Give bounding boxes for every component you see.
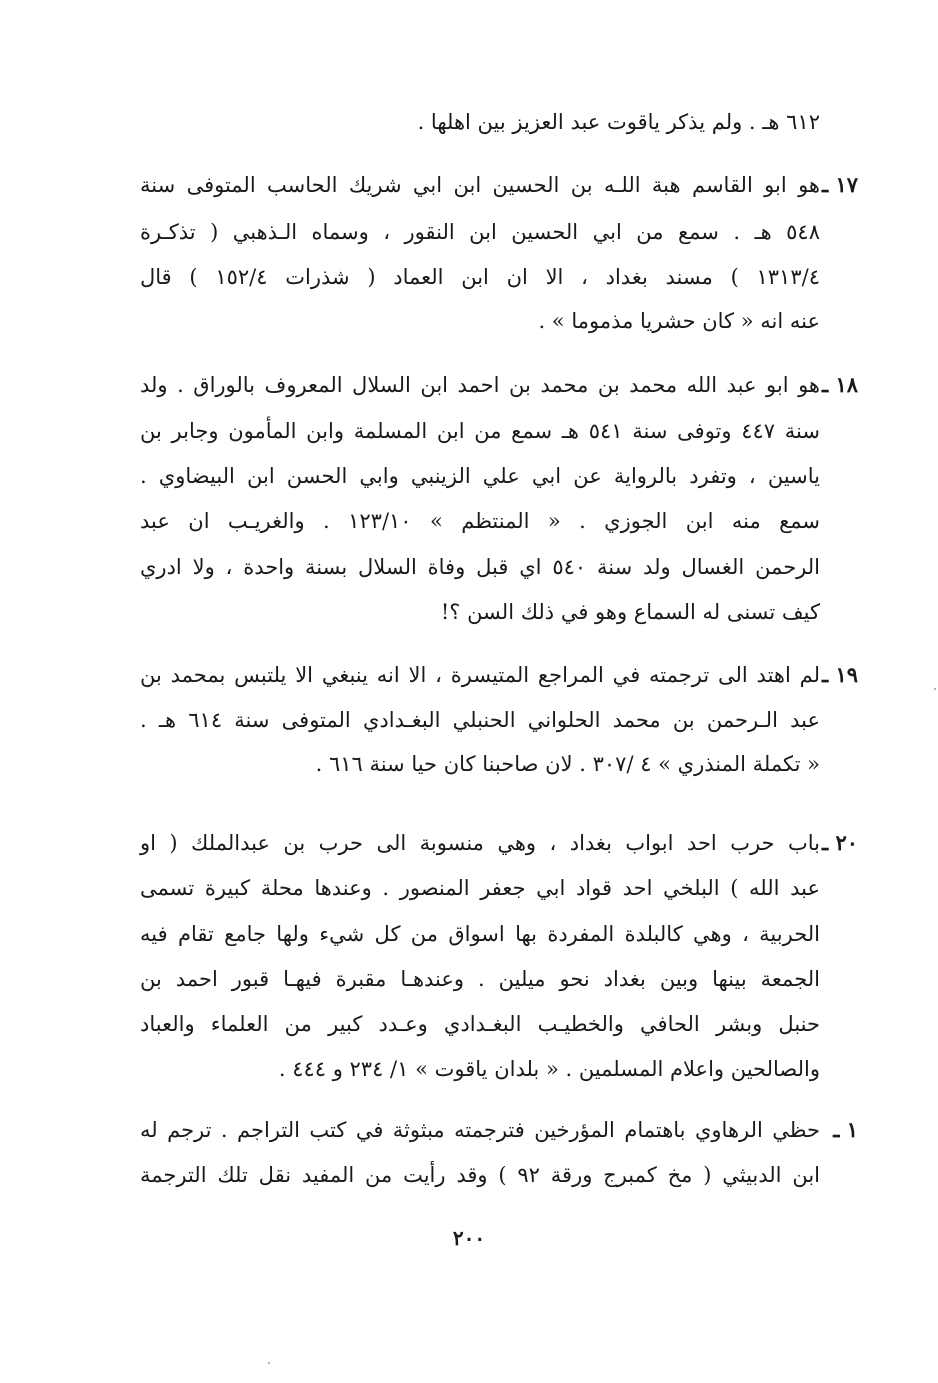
text-line: سمع منه ابن الجوزي . « المنتظم » ١٢٣/١٠ . والغريـب ان عبد — [140, 509, 820, 533]
text-line: عبد الله ) البلخي احد قواد ابي جعفر المنصور . وعندها محلة كبيرة تسمى — [140, 876, 820, 900]
note-number-19: ١٩ ـ — [821, 662, 858, 687]
text-line: هو ابو عبد الله محمد بن محمد بن احمد ابن السلال المعروف بالوراق . ولد — [140, 373, 820, 397]
note-number-18: ١٨ ـ — [821, 372, 858, 397]
note-number-1: ١ ـ — [833, 1117, 858, 1142]
text-line: والصالحين واعلام المسلمين . « بلدان ياقوت » ١/ ٢٣٤ و ٤٤٤ . — [278, 1057, 820, 1081]
text-line: كيف تسنى له السماع وهو في ذلك السن ؟! — [440, 600, 820, 624]
text-line: ابن الدبيثي ( مخ كمبرج ورقة ٩٢ ) وقد رأيت من المفيد نقل تلك الترجمة — [140, 1163, 820, 1187]
text-line: سنة ٤٤٧ وتوفى سنة ٥٤١ هـ سمع من ابن المسلمة وابن المأمون وجابر بن — [140, 419, 820, 443]
text-line: هو ابو القاسم هبة اللـه بن الحسين ابن ابي شريك الحاسب المتوفى سنة — [140, 173, 820, 197]
text-line: الجمعة بينها وبين بغداد نحو ميلين . وعندهـا مقبرة فيهـا قبور احمد بن — [140, 967, 820, 991]
text-line: الرحمن الغسال ولد سنة ٥٤٠ اي قبل وفاة السلال بسنة واحدة ، ولا ادري — [140, 555, 820, 579]
scan-speck — [268, 1362, 270, 1364]
text-line: ياسين ، وتفرد بالرواية عن ابي علي الزينبي وابي الحسن ابن البيضاوي . — [140, 464, 820, 488]
text-line: ٥٤٨ هـ . سمع من ابي الحسين ابن النقور ، وسماه الـذهبي ( تذكـرة — [140, 220, 820, 244]
text-line: عنه انه « كان حشريا مذموما » . — [538, 309, 820, 333]
text-line: « تكملة المنذري » ٤ /٣٠٧ . لان صاحبنا كان حيا سنة ٦١٦ . — [315, 752, 820, 776]
text-line: حظي الرهاوي باهتمام المؤرخين فترجمته مبثوثة في كتب التراجم . ترجم له — [140, 1118, 820, 1142]
text-line: لم اهتد الى ترجمته في المراجع المتيسرة ، الا انه ينبغي الا يلتبس بمحمد بن — [140, 663, 820, 687]
text-line: باب حرب احد ابواب بغداد ، وهي منسوبة الى حرب بن عبدالملك ( او — [140, 831, 820, 855]
text-line: ١٣١٣/٤ ) مسند بغداد ، الا ان ابن العماد ( شذرات ١٥٢/٤ ) قال — [140, 265, 820, 289]
note-number-20: ٢٠ ـ — [821, 830, 858, 855]
note-number-17: ١٧ ـ — [821, 172, 858, 197]
text-line: ٦١٢ هـ . ولم يذكر ياقوت عبد العزيز بين اهلها . — [417, 110, 820, 134]
scan-speck — [934, 688, 936, 690]
text-line: الحربية ، وهي كالبلدة المفردة بها اسواق من كل شيء ولها جامع تقام فيه — [140, 922, 820, 946]
page-number: ٢٠٠ — [452, 1226, 486, 1250]
text-line: حنبل وبشر الحافي والخطيـب البغـدادي وعـدد كبير من العلماء والعباد — [140, 1012, 820, 1036]
text-line: عبد الـرحمن بن محمد الحلواني الحنبلي البغـدادي المتوفى سنة ٦١٤ هـ . — [140, 708, 820, 732]
